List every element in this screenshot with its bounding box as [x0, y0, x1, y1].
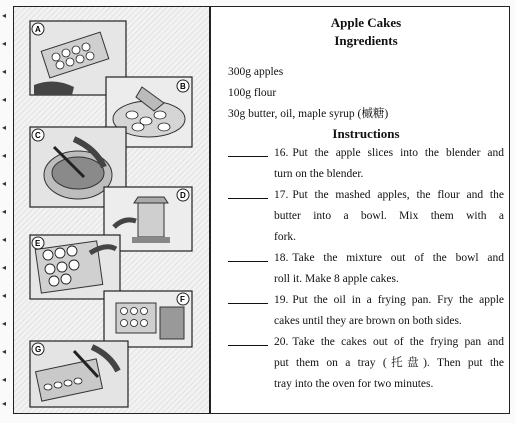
step-number: 20. [274, 336, 289, 348]
ingredients-heading: Ingredients [334, 33, 398, 48]
ingredient-item: 100g flour [228, 87, 277, 99]
ingredients-list [228, 62, 504, 125]
step-line: butter into a bowl. Mix them with a [274, 210, 504, 222]
recipe-text [228, 14, 504, 395]
answer-blank[interactable] [228, 290, 268, 304]
picture-g-label: G [35, 345, 42, 354]
step-number: 19. [274, 294, 289, 306]
step-line: Take the cakes out of the frying pan and [292, 336, 504, 348]
picture-d-label: D [180, 191, 186, 200]
answer-blank[interactable] [228, 248, 268, 262]
instruction-step-18 [228, 248, 504, 290]
step-line: turn on the blender. [274, 168, 364, 180]
step-line: tray into the oven for two minutes. [274, 378, 434, 390]
picture-g [30, 341, 128, 407]
instruction-step-16 [228, 143, 504, 185]
instructions-list [228, 143, 504, 395]
picture-b-label: B [180, 82, 186, 91]
step-line: Put the apple slices into the blender and [292, 147, 504, 159]
step-line: put them on a tray (托盘). Then put the [274, 357, 504, 369]
step-line: Put the mashed apples, the flour and the [292, 189, 504, 201]
instruction-step-19 [228, 290, 504, 332]
step-number: 18. [274, 252, 289, 264]
picture-e [30, 235, 120, 299]
ingredient-item: 30g butter, oil, maple syrup (槭糖) [228, 108, 389, 120]
step-line: cakes until they are brown on both sides. [274, 315, 462, 327]
binding-edge: ◂ ◂ ◂ ◂ ◂ ◂ ◂ ◂ ◂ ◂ ◂ ◂ ◂ ◂ ◂ [2, 11, 7, 408]
recipe-title: Apple Cakes [330, 15, 402, 30]
instructions-heading: Instructions [332, 126, 400, 141]
instruction-step-20 [228, 332, 504, 395]
step-number: 17. [274, 189, 289, 201]
picture-f-label: F [180, 295, 185, 304]
ingredient-item: 300g apples [228, 66, 284, 78]
recipe-illustrations [14, 7, 209, 413]
step-line: Put the oil in a frying pan. Fry the apple [292, 294, 504, 306]
column-divider [209, 6, 211, 414]
instruction-step-17 [228, 185, 504, 248]
picture-c-label: C [35, 131, 41, 140]
answer-blank[interactable] [228, 332, 268, 346]
answer-blank[interactable] [228, 143, 268, 157]
picture-a-label: A [35, 25, 41, 34]
picture-e-label: E [35, 239, 41, 248]
step-number: 16. [274, 147, 289, 159]
step-line: roll it. Make 8 apple cakes. [274, 273, 399, 285]
step-line: fork. [274, 231, 297, 243]
step-line: Take the mixture out of the bowl and [292, 252, 504, 264]
answer-blank[interactable] [228, 185, 268, 199]
picture-f [104, 291, 192, 347]
